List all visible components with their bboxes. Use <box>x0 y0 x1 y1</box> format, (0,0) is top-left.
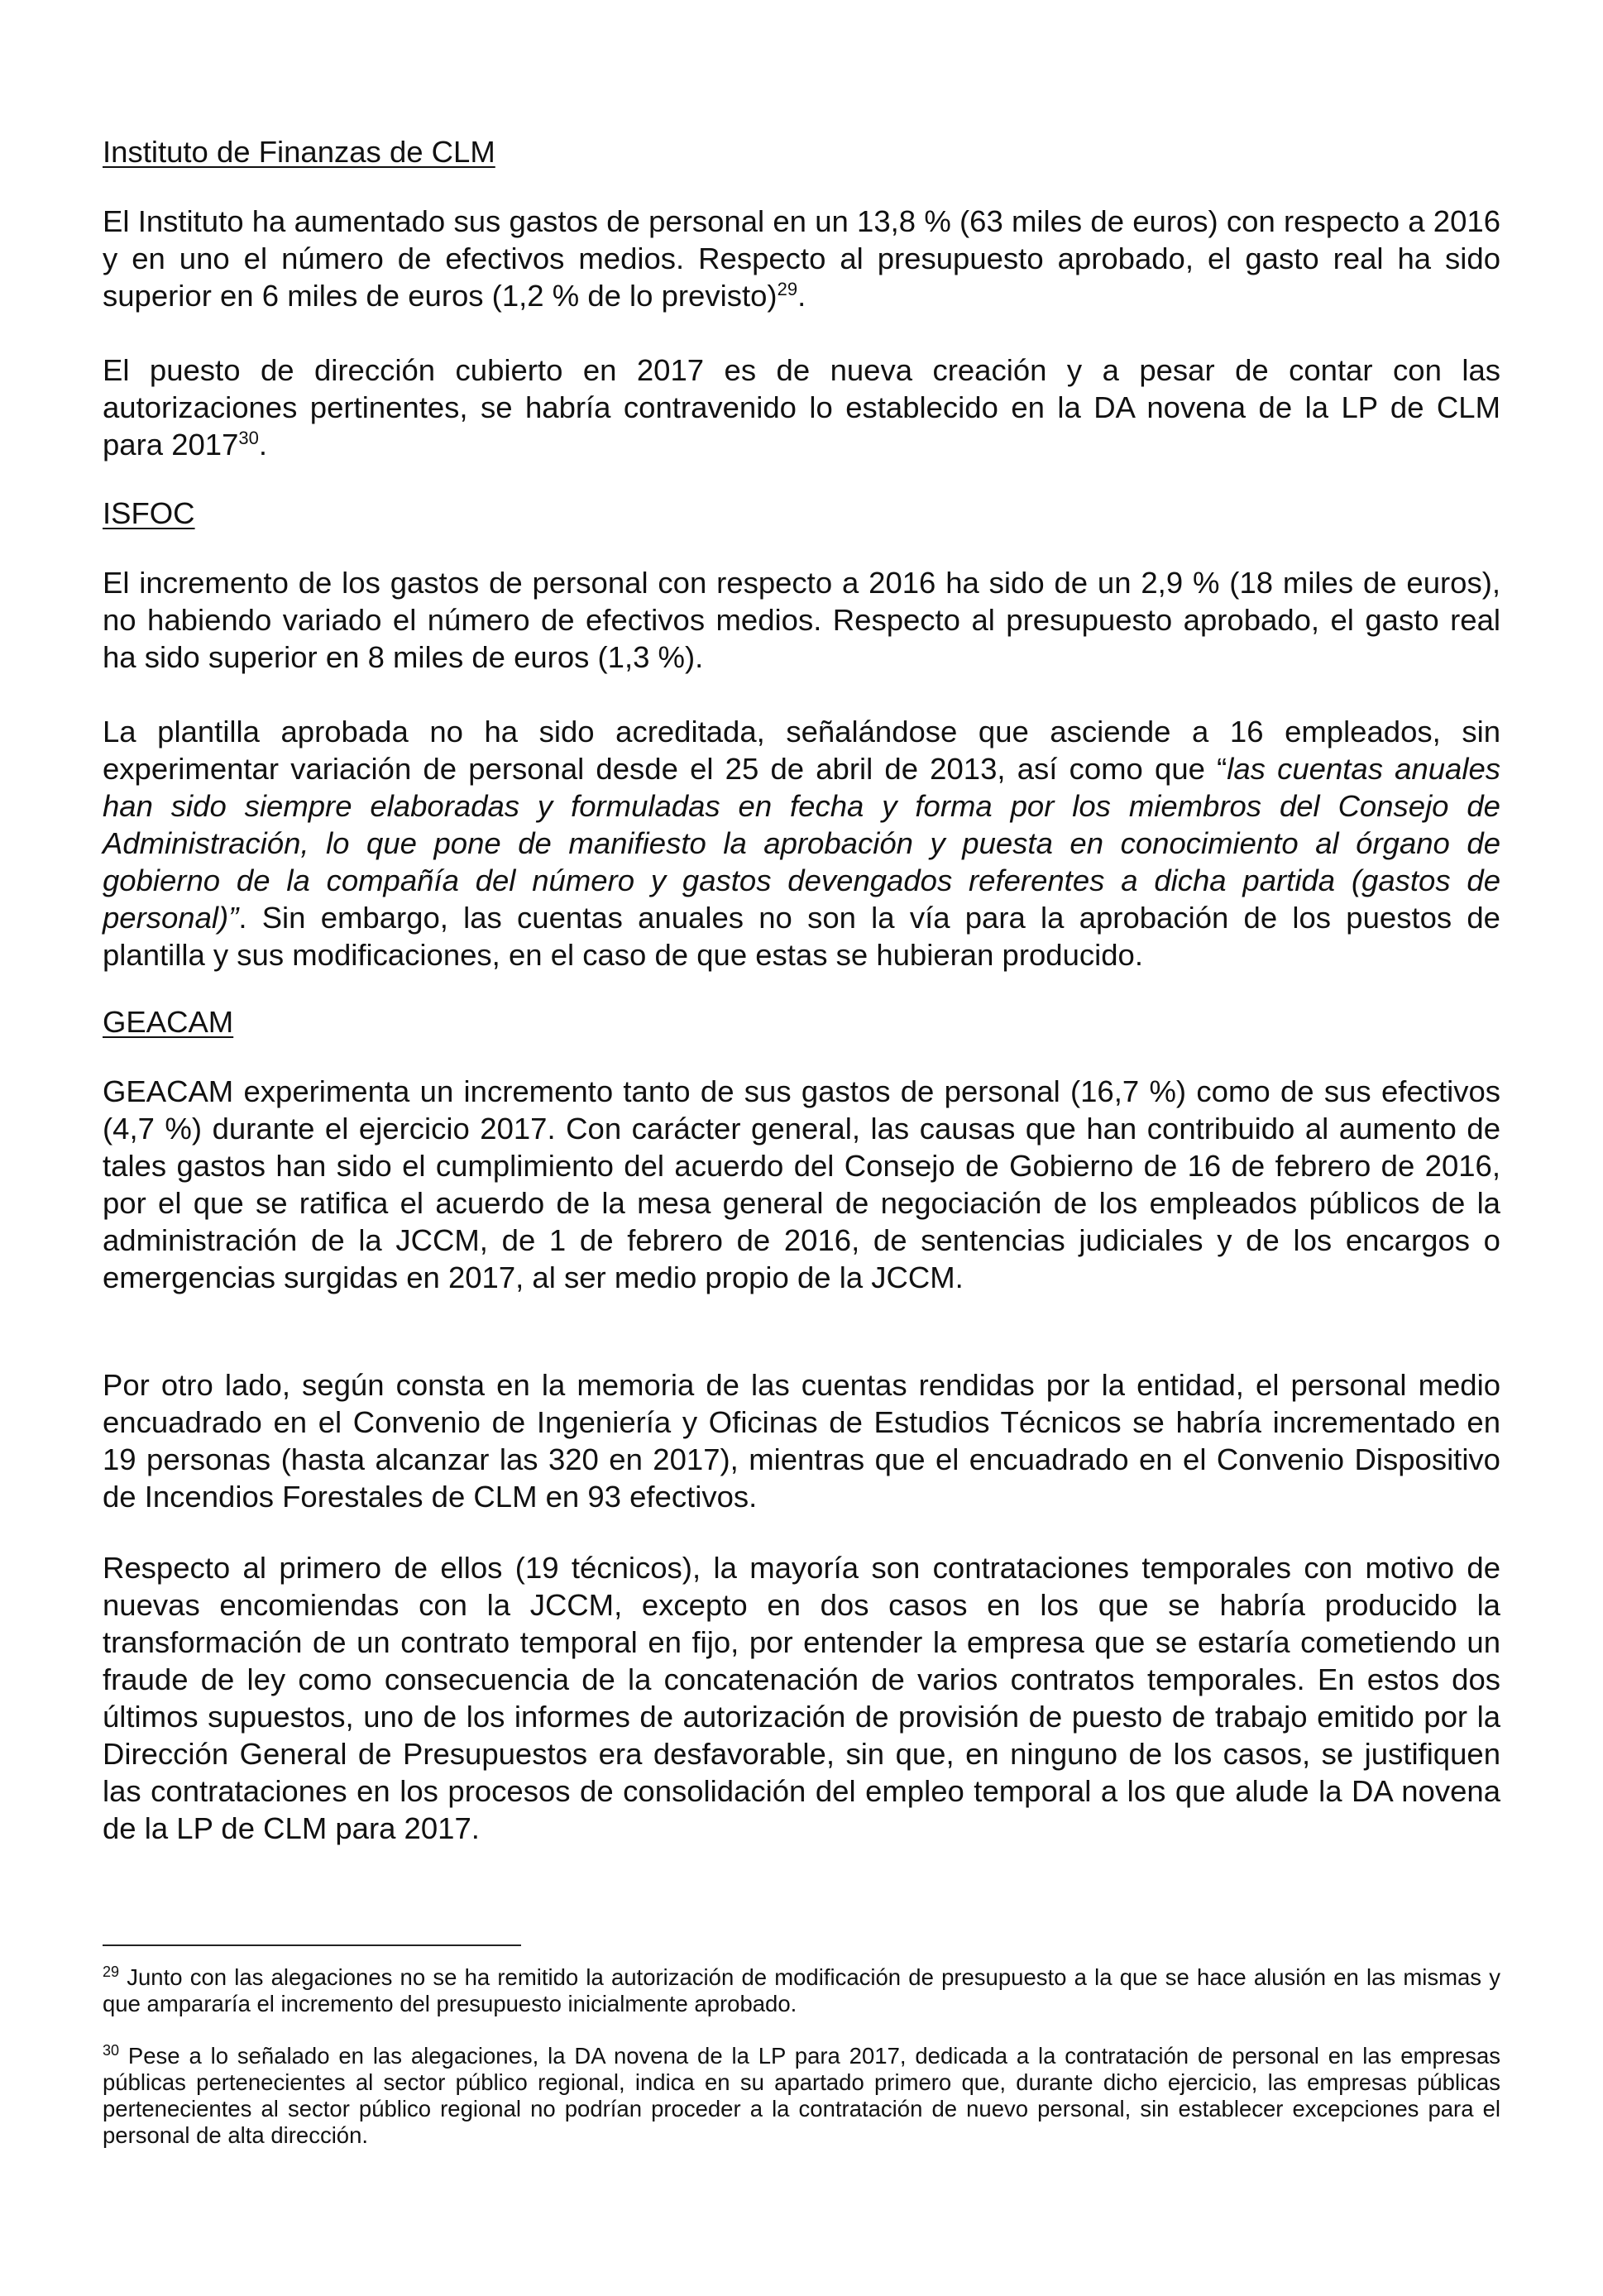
footnote-separator <box>103 1944 521 1946</box>
heading-instituto-finanzas: Instituto de Finanzas de CLM <box>103 135 495 169</box>
paragraph-end: . <box>797 279 806 313</box>
footnote-29 <box>103 1964 1500 2017</box>
paragraph-geacam-tecnicos: Respecto al primero de ellos (19 técnicos), la mayoría son contrataciones temporales con motivo de nuevas encomiendas con la JCCM, excepto en dos casos en los que se habría producido la transformación de un contrato temporal en fijo, por entender la empresa que se estaría cometiendo un fraude de ley como consecuencia de la concatenación de varios contratos temporales. En estos dos últimos supuestos, uno de los informes de autorización de provisión de puesto de trabajo emitido por la Dirección General de Presupuestos era desfavorable, sin que, en ninguno de los casos, se justifiquen las contrataciones en los procesos de consolidación del empleo temporal a los que alude la DA novena de la LP de CLM para 2017. <box>103 1551 1500 1845</box>
paragraph-isfoc-plantilla <box>103 713 1500 973</box>
footnote-text: Pese a lo señalado en las alegaciones, la DA novena de la LP para 2017, dedicada a la contratación de personal en las empresas públicas pertenecientes al sector público regional, indica en su apartado primero que, durante dicho ejercicio, las empresas públicas pertenecientes al sector público regional no podrían proceder a la contratación de nuevo personal, sin establecer excepciones para el personal de alta dirección. <box>103 2043 1500 2148</box>
paragraph-text: La plantilla aprobada no ha sido acreditada, señalándose que asciende a 16 empleados, sin experimentar variación de personal desde el 25 de abril de 2013, así como que “ <box>103 715 1500 786</box>
quoted-text: las cuentas anuales han sido siempre elaboradas y formuladas en fecha y forma por los miembros del Consejo de Administración, lo que pone de manifiesto la aprobación y puesta en conocimiento al órgano de gobierno de la compañía del número y gastos devengados referentes a dicha partida (gastos de personal)” <box>103 752 1500 935</box>
footnote-text: Junto con las alegaciones no se ha remitido la autorización de modificación de presupuesto a la que se hace alusión en las mismas y que ampararía el incremento del presupuesto inicialmente aprobado. <box>103 1964 1500 2016</box>
paragraph-end: . <box>258 428 268 462</box>
paragraph-text: El puesto de dirección cubierto en 2017 es de nueva creación y a pesar de contar con las autorizaciones pertinentes, se habría contravenido lo establecido en la DA novena de la LP de CLM para 2017 <box>103 353 1500 462</box>
footnotes-2 <box>103 2043 1500 2149</box>
footnote-30 <box>103 2043 1500 2149</box>
footnote-ref-30[interactable]: 30 <box>238 427 259 448</box>
footnotes <box>103 1964 1500 2017</box>
footnote-ref-29[interactable]: 29 <box>777 278 798 299</box>
paragraph-isfoc-gastos: El incremento de los gastos de personal con respecto a 2016 ha sido de un 2,9 % (18 miles de euros), no habiendo variado el número de efectivos medios. Respecto al presupuesto aprobado, el gasto real ha sido superior en 8 miles de euros (1,3 %). <box>103 566 1500 674</box>
heading-isfoc: ISFOC <box>103 496 195 530</box>
footnote-number: 30 <box>103 2041 120 2059</box>
paragraph-instituto-gastos <box>103 203 1500 314</box>
paragraph-geacam-memoria: Por otro lado, según consta en la memoria de las cuentas rendidas por la entidad, el personal medio encuadrado en el Convenio de Ingeniería y Oficinas de Estudios Técnicos se habría incrementado en 19 personas (hasta alcanzar las 320 en 2017), mientras que el encuadrado en el Convenio Dispositivo de Incendios Forestales de CLM en 93 efectivos. <box>103 1368 1500 1514</box>
footnote-number: 29 <box>103 1963 120 1980</box>
paragraph-text: . Sin embargo, las cuentas anuales no son la vía para la aprobación de los puestos de plantilla y sus modificaciones, en el caso de que estas se hubieran producido. <box>103 901 1500 972</box>
paragraph-geacam-incremento: GEACAM experimenta un incremento tanto de sus gastos de personal (16,7 %) como de sus efectivos (4,7 %) durante el ejercicio 2017. Con carácter general, las causas que han contribuido al aumento de tales gastos han sido el cumplimiento del acuerdo del Consejo de Gobierno de 16 de febrero de 2016, por el que se ratifica el acuerdo de la mesa general de negociación de los empleados públicos de la administración de la JCCM, de 1 de febrero de 2016, de sentencias judiciales y de los encargos o emergencias surgidas en 2017, al ser medio propio de la JCCM. <box>103 1074 1500 1294</box>
paragraph-instituto-direccion <box>103 352 1500 463</box>
paragraph-text: El Instituto ha aumentado sus gastos de personal en un 13,8 % (63 miles de euros) con respecto a 2016 y en uno el número de efectivos medios. Respecto al presupuesto aprobado, el gasto real ha sido superior en 6 miles de euros (1,2 % de lo previsto) <box>103 204 1500 313</box>
heading-geacam: GEACAM <box>103 1005 234 1039</box>
